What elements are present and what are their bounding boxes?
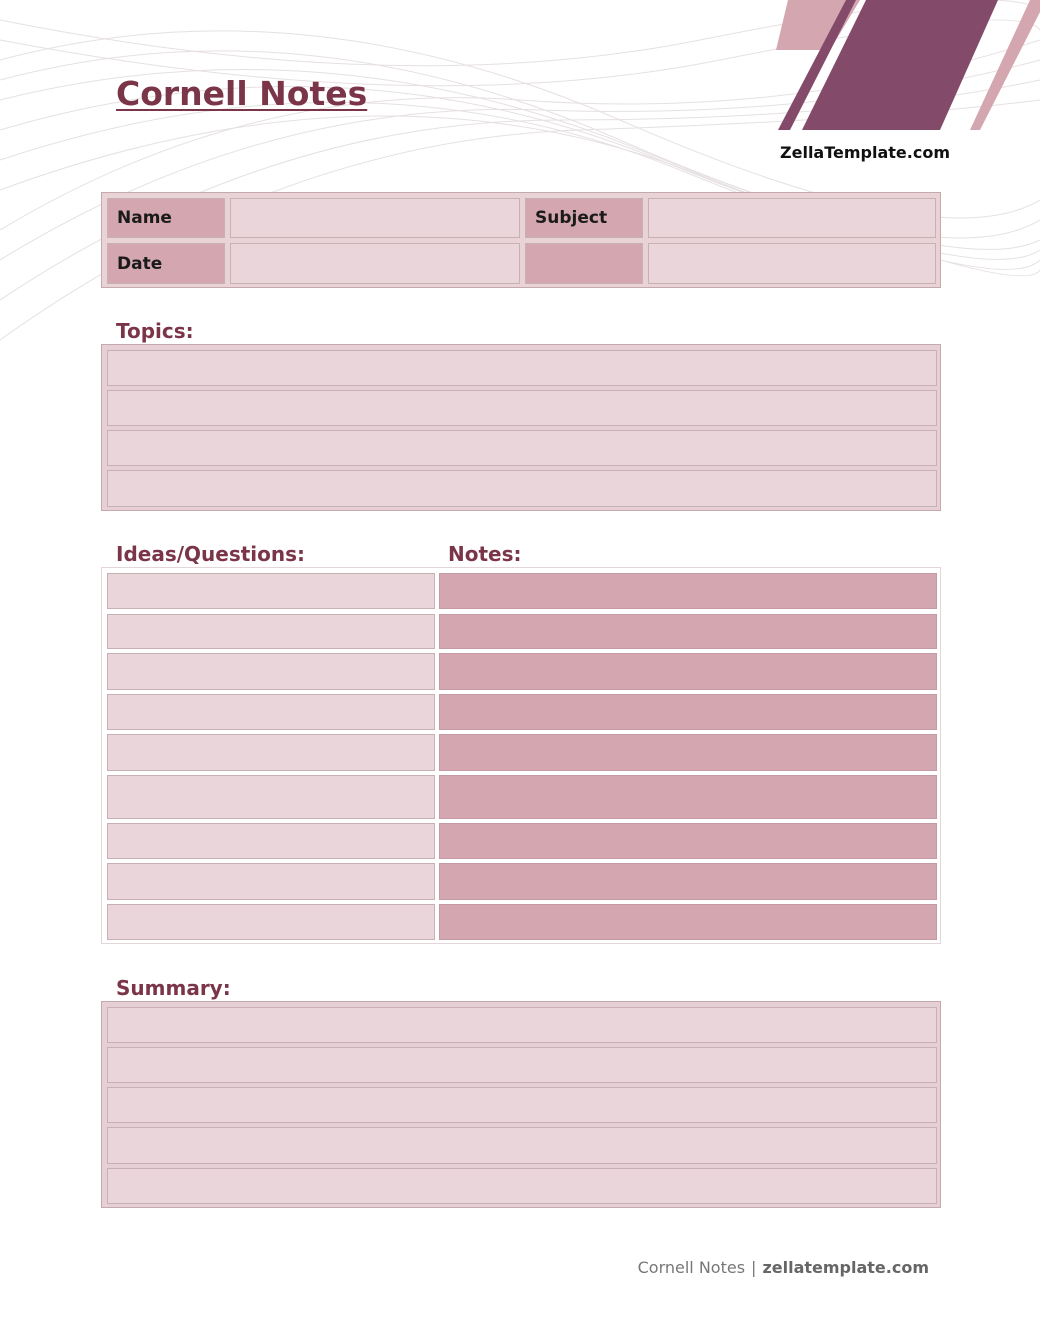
topics-line[interactable] bbox=[107, 470, 937, 507]
notes-cell[interactable] bbox=[439, 694, 937, 730]
summary-line[interactable] bbox=[107, 1087, 937, 1123]
ideas-notes-table bbox=[101, 567, 941, 944]
question-cell[interactable] bbox=[107, 775, 435, 819]
notes-cell[interactable] bbox=[439, 823, 937, 859]
notes-cell[interactable] bbox=[439, 904, 937, 940]
topics-label: Topics: bbox=[116, 319, 194, 343]
extra-field[interactable] bbox=[648, 243, 936, 284]
brand-site-label: ZellaTemplate.com bbox=[780, 143, 950, 162]
name-label: Name bbox=[107, 198, 225, 238]
notes-cell[interactable] bbox=[439, 775, 937, 819]
summary-line[interactable] bbox=[107, 1127, 937, 1164]
question-cell[interactable] bbox=[107, 904, 435, 940]
question-cell[interactable] bbox=[107, 614, 435, 649]
summary-line[interactable] bbox=[107, 1047, 937, 1083]
question-cell[interactable] bbox=[107, 694, 435, 730]
date-field[interactable] bbox=[230, 243, 520, 284]
topics-line[interactable] bbox=[107, 390, 937, 426]
question-cell[interactable] bbox=[107, 653, 435, 690]
notes-cell[interactable] bbox=[439, 573, 937, 609]
topics-block bbox=[101, 344, 941, 511]
footer-separator: | bbox=[751, 1258, 757, 1277]
question-cell[interactable] bbox=[107, 734, 435, 771]
question-cell[interactable] bbox=[107, 863, 435, 900]
summary-label: Summary: bbox=[116, 976, 231, 1000]
subject-label: Subject bbox=[525, 198, 643, 238]
notes-cell[interactable] bbox=[439, 653, 937, 690]
page-title: Cornell Notes bbox=[116, 74, 368, 113]
subject-field[interactable] bbox=[648, 198, 936, 238]
footer-doc-name: Cornell Notes bbox=[637, 1258, 746, 1277]
summary-line[interactable] bbox=[107, 1007, 937, 1043]
summary-block bbox=[101, 1001, 941, 1208]
notes-cell[interactable] bbox=[439, 734, 937, 771]
ideas-questions-label: Ideas/Questions: bbox=[116, 542, 306, 566]
question-cell[interactable] bbox=[107, 823, 435, 859]
page-footer bbox=[638, 1258, 929, 1277]
name-field[interactable] bbox=[230, 198, 520, 238]
topics-line[interactable] bbox=[107, 350, 937, 386]
topics-line[interactable] bbox=[107, 430, 937, 466]
notes-cell[interactable] bbox=[439, 614, 937, 649]
date-label: Date bbox=[107, 243, 225, 284]
summary-line[interactable] bbox=[107, 1168, 937, 1204]
footer-site: zellatemplate.com bbox=[762, 1258, 929, 1277]
extra-label-cell bbox=[525, 243, 643, 284]
notes-cell[interactable] bbox=[439, 863, 937, 900]
question-cell[interactable] bbox=[107, 573, 435, 609]
notes-label: Notes: bbox=[448, 542, 522, 566]
header-info-table bbox=[101, 192, 941, 288]
corner-slant-decoration bbox=[0, 0, 1040, 140]
